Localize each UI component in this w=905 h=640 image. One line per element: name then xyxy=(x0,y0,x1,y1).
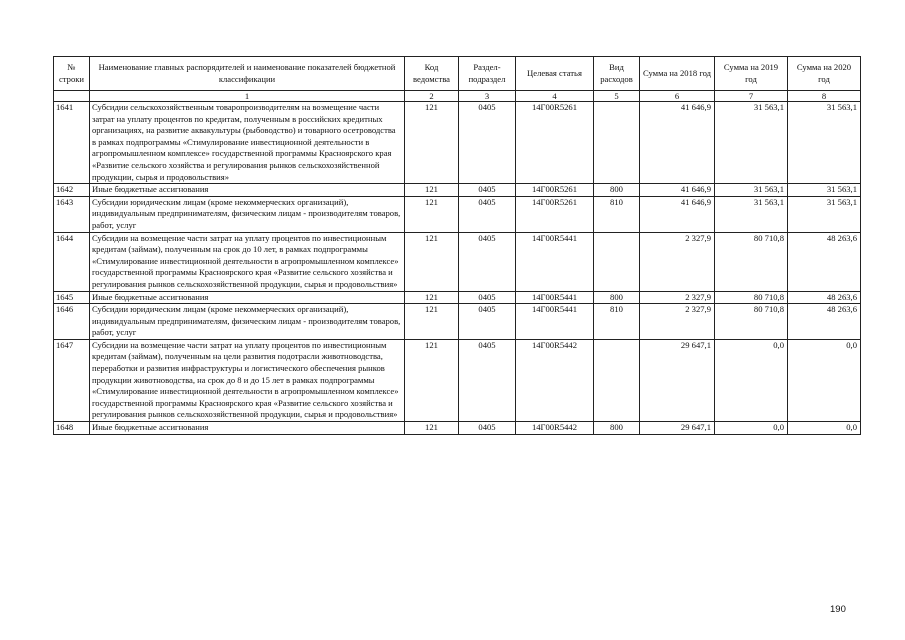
row-name: Субсидии сельскохозяйственным товаропроизводителям на возмещение части затрат на уплату процентов по кредитам, полученным в российских кредитных организациях, на развитие аквакультуры (рыбоводство) и товарного осетроводства в рамках подпрограммы «Стимулирование инвестиционной деятельности в агропромышленном комплексе» государственной программы Красноярского края «Развитие сельского хозяйства и регулирования рынков сельскохозяйственной продукции, сырья и продовольствия» xyxy=(90,102,405,184)
row-name: Субсидии на возмещение части затрат на уплату процентов по инвестиционным кредитам (займам), полученным на цели развития подотрасли животноводства, переработки и развития инфраструктуры и логистического обеспечения рынков продукции животноводства, на срок до 8 и до 15 лет в рамках подпрограммы «Стимулирование инвестиционной деятельности в агропромышленном комплексе» государственной программы Красноярского края «Развитие сельского хозяйства и регулирования рынков сельскохозяйственной продукции, сырья и продовольствия» xyxy=(90,339,405,421)
header-row-number: № строки xyxy=(54,57,90,91)
sum-2020: 0,0 xyxy=(788,422,861,435)
section-code: 0405 xyxy=(459,184,516,197)
header-sum-2019: Сумма на 2019 год xyxy=(715,57,788,91)
row-number: 1644 xyxy=(54,232,90,291)
table-row xyxy=(54,232,861,291)
column-number: 2 xyxy=(405,91,459,102)
sum-2020: 48 263,6 xyxy=(788,232,861,291)
department-code: 121 xyxy=(405,184,459,197)
row-number: 1648 xyxy=(54,422,90,435)
column-number: 5 xyxy=(594,91,640,102)
target-article: 14Г00R5442 xyxy=(516,339,594,421)
sum-2020: 31 563,1 xyxy=(788,102,861,184)
sum-2019: 80 710,8 xyxy=(715,304,788,340)
expense-type xyxy=(594,102,640,184)
department-code: 121 xyxy=(405,422,459,435)
row-name: Иные бюджетные ассигнования xyxy=(90,184,405,197)
sum-2020: 48 263,6 xyxy=(788,291,861,304)
expense-type: 810 xyxy=(594,304,640,340)
row-name: Субсидии юридическим лицам (кроме некоммерческих организаций), индивидуальным предпринимателям, физическим лицам - производителям товаров, работ, услуг xyxy=(90,304,405,340)
target-article: 14Г00R5261 xyxy=(516,184,594,197)
row-number: 1641 xyxy=(54,102,90,184)
row-number: 1642 xyxy=(54,184,90,197)
header-target-article: Целевая статья xyxy=(516,57,594,91)
column-number: 6 xyxy=(640,91,715,102)
table-row xyxy=(54,304,861,340)
row-number: 1645 xyxy=(54,291,90,304)
header-sum-2018: Сумма на 2018 год xyxy=(640,57,715,91)
department-code: 121 xyxy=(405,196,459,232)
department-code: 121 xyxy=(405,291,459,304)
row-name: Субсидии юридическим лицам (кроме некоммерческих организаций), индивидуальным предпринимателям, физическим лицам - производителям товаров, работ, услуг xyxy=(90,196,405,232)
sum-2018: 41 646,9 xyxy=(640,184,715,197)
target-article: 14Г00R5441 xyxy=(516,232,594,291)
column-number: 1 xyxy=(90,91,405,102)
column-number-row xyxy=(54,91,861,102)
budget-table-sheet xyxy=(53,56,860,435)
header-row xyxy=(54,57,861,91)
sum-2018: 2 327,9 xyxy=(640,291,715,304)
sum-2018: 2 327,9 xyxy=(640,232,715,291)
row-number: 1647 xyxy=(54,339,90,421)
sum-2018: 41 646,9 xyxy=(640,196,715,232)
section-code: 0405 xyxy=(459,291,516,304)
sum-2019: 31 563,1 xyxy=(715,184,788,197)
budget-table xyxy=(53,56,861,435)
sum-2019: 31 563,1 xyxy=(715,196,788,232)
header-sum-2020: Сумма на 2020 год xyxy=(788,57,861,91)
target-article: 14Г00R5442 xyxy=(516,422,594,435)
sum-2020: 0,0 xyxy=(788,339,861,421)
column-number: 7 xyxy=(715,91,788,102)
section-code: 0405 xyxy=(459,422,516,435)
target-article: 14Г00R5261 xyxy=(516,196,594,232)
sum-2018: 29 647,1 xyxy=(640,339,715,421)
sum-2020: 48 263,6 xyxy=(788,304,861,340)
target-article: 14Г00R5441 xyxy=(516,304,594,340)
header-department-code: Код ведомства xyxy=(405,57,459,91)
department-code: 121 xyxy=(405,339,459,421)
expense-type xyxy=(594,232,640,291)
sum-2018: 29 647,1 xyxy=(640,422,715,435)
table-row xyxy=(54,184,861,197)
target-article: 14Г00R5261 xyxy=(516,102,594,184)
expense-type: 800 xyxy=(594,184,640,197)
sum-2019: 0,0 xyxy=(715,422,788,435)
expense-type: 800 xyxy=(594,422,640,435)
section-code: 0405 xyxy=(459,232,516,291)
target-article: 14Г00R5441 xyxy=(516,291,594,304)
row-name: Субсидии на возмещение части затрат на уплату процентов по инвестиционным кредитам (займам), полученным на срок до 10 лет, в рамках подпрограммы «Стимулирование инвестиционной деятельности в агропромышленном комплексе» государственной программы Красноярского края «Развитие сельского хозяйства и регулирования рынков сельскохозяйственной продукции, сырья и продовольствия» xyxy=(90,232,405,291)
row-number: 1646 xyxy=(54,304,90,340)
row-number: 1643 xyxy=(54,196,90,232)
sum-2019: 0,0 xyxy=(715,339,788,421)
section-code: 0405 xyxy=(459,304,516,340)
section-code: 0405 xyxy=(459,102,516,184)
page-number: 190 xyxy=(830,604,846,615)
sum-2019: 80 710,8 xyxy=(715,232,788,291)
sum-2018: 2 327,9 xyxy=(640,304,715,340)
section-code: 0405 xyxy=(459,196,516,232)
header-section: Раздел-подраздел xyxy=(459,57,516,91)
row-name: Иные бюджетные ассигнования xyxy=(90,291,405,304)
column-number xyxy=(54,91,90,102)
column-number: 8 xyxy=(788,91,861,102)
sum-2018: 41 646,9 xyxy=(640,102,715,184)
table-row xyxy=(54,291,861,304)
row-name: Иные бюджетные ассигнования xyxy=(90,422,405,435)
sum-2020: 31 563,1 xyxy=(788,184,861,197)
department-code: 121 xyxy=(405,232,459,291)
column-number: 3 xyxy=(459,91,516,102)
table-row xyxy=(54,102,861,184)
expense-type: 800 xyxy=(594,291,640,304)
department-code: 121 xyxy=(405,102,459,184)
section-code: 0405 xyxy=(459,339,516,421)
expense-type: 810 xyxy=(594,196,640,232)
sum-2019: 80 710,8 xyxy=(715,291,788,304)
expense-type xyxy=(594,339,640,421)
sum-2020: 31 563,1 xyxy=(788,196,861,232)
column-number: 4 xyxy=(516,91,594,102)
table-row xyxy=(54,339,861,421)
header-name: Наименование главных распорядителей и наименование показателей бюджетной классификации xyxy=(90,57,405,91)
department-code: 121 xyxy=(405,304,459,340)
table-row xyxy=(54,422,861,435)
header-expense-type: Вид расходов xyxy=(594,57,640,91)
sum-2019: 31 563,1 xyxy=(715,102,788,184)
table-row xyxy=(54,196,861,232)
